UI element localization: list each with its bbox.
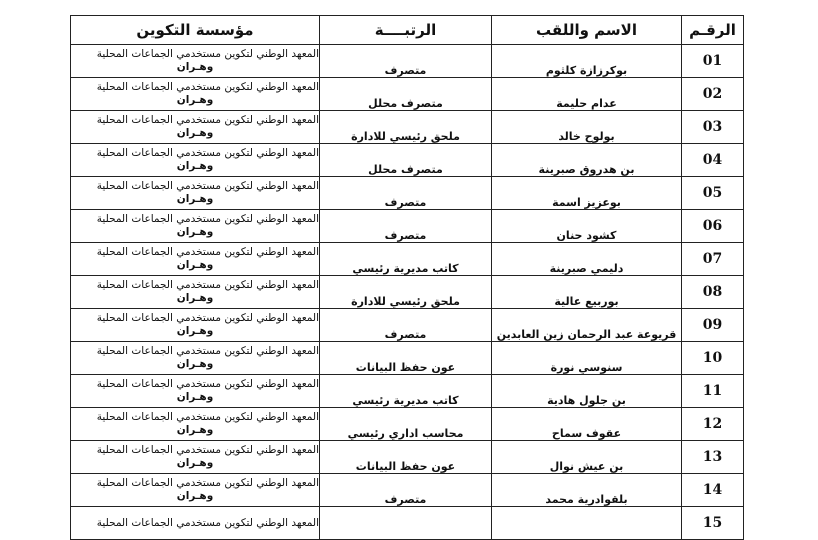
row-rank: متصرف	[320, 474, 492, 507]
table-row	[71, 144, 744, 177]
row-number: 11	[682, 375, 744, 408]
institution-city: وهـران	[176, 226, 214, 238]
row-name: بن عيش نوال	[492, 441, 682, 474]
row-number: 06	[682, 210, 744, 243]
row-rank: متصرف محلل	[320, 78, 492, 111]
table-row	[71, 474, 744, 507]
institution-city: وهـران	[176, 193, 214, 205]
row-institution	[71, 342, 320, 375]
institution-city: وهـران	[176, 94, 214, 106]
institution-name: المعهد الوطني لتكوين مستخدمي الجماعات المحلية	[96, 114, 319, 126]
institution-name: المعهد الوطني لتكوين مستخدمي الجماعات المحلية	[96, 147, 319, 159]
row-number: 15	[682, 507, 744, 540]
row-name: بن جلول هادية	[492, 375, 682, 408]
row-name: بوعزيز اسمة	[492, 177, 682, 210]
table-row	[71, 507, 744, 540]
row-number: 13	[682, 441, 744, 474]
table-row	[71, 309, 744, 342]
table-row	[71, 177, 744, 210]
table-row	[71, 45, 744, 78]
row-institution	[71, 45, 320, 78]
row-institution	[71, 375, 320, 408]
header-name: الاسم واللقب	[492, 16, 682, 45]
row-institution	[71, 78, 320, 111]
institution-city: وهـران	[176, 457, 214, 469]
table-row	[71, 243, 744, 276]
row-institution	[71, 507, 320, 540]
institution-city: وهـران	[176, 127, 214, 139]
row-rank: ملحق رئيسي للادارة	[320, 276, 492, 309]
row-rank: متصرف	[320, 177, 492, 210]
row-number: 02	[682, 78, 744, 111]
institution-city: وهـران	[176, 325, 214, 337]
table-row	[71, 342, 744, 375]
institution-name: المعهد الوطني لتكوين مستخدمي الجماعات المحلية	[96, 444, 319, 456]
institution-name: المعهد الوطني لتكوين مستخدمي الجماعات المحلية	[96, 246, 319, 258]
row-rank: متصرف محلل	[320, 144, 492, 177]
table-row	[71, 408, 744, 441]
institution-name: المعهد الوطني لتكوين مستخدمي الجماعات المحلية	[96, 378, 319, 390]
institution-name: المعهد الوطني لتكوين مستخدمي الجماعات المحلية	[96, 279, 319, 291]
table-row	[71, 210, 744, 243]
institution-name: المعهد الوطني لتكوين مستخدمي الجماعات المحلية	[96, 411, 319, 423]
institution-name: المعهد الوطني لتكوين مستخدمي الجماعات المحلية	[96, 516, 319, 529]
trainees-table	[70, 15, 744, 540]
row-institution	[71, 177, 320, 210]
institution-name: المعهد الوطني لتكوين مستخدمي الجماعات المحلية	[96, 180, 319, 192]
row-rank: متصرف	[320, 45, 492, 78]
row-name: بلقوادرية محمد	[492, 474, 682, 507]
row-rank	[320, 507, 492, 540]
row-rank: كاتب مديرية رئيسي	[320, 375, 492, 408]
row-name: عقوف سماح	[492, 408, 682, 441]
institution-city: وهـران	[176, 292, 214, 304]
row-institution	[71, 441, 320, 474]
header-number: الرقـم	[682, 16, 744, 45]
table-body	[71, 45, 744, 540]
row-institution	[71, 474, 320, 507]
row-rank: محاسب اداري رئيسي	[320, 408, 492, 441]
institution-city: وهـران	[176, 490, 214, 502]
row-number: 09	[682, 309, 744, 342]
row-rank: عون حفظ البيانات	[320, 441, 492, 474]
institution-name: المعهد الوطني لتكوين مستخدمي الجماعات المحلية	[96, 48, 319, 60]
row-rank: متصرف	[320, 309, 492, 342]
row-name: بوكرزازة كلثوم	[492, 45, 682, 78]
row-institution	[71, 276, 320, 309]
institution-name: المعهد الوطني لتكوين مستخدمي الجماعات المحلية	[96, 477, 319, 489]
row-number: 05	[682, 177, 744, 210]
header-institution: مؤسسة التكوين	[71, 16, 320, 45]
institution-city: وهـران	[176, 391, 214, 403]
row-number: 08	[682, 276, 744, 309]
row-institution	[71, 144, 320, 177]
institution-city: وهـران	[176, 358, 214, 370]
institution-name: المعهد الوطني لتكوين مستخدمي الجماعات المحلية	[96, 213, 319, 225]
institution-city: وهـران	[176, 61, 214, 73]
row-number: 03	[682, 111, 744, 144]
institution-city: وهـران	[176, 424, 214, 436]
header-rank: الرتبــــة	[320, 16, 492, 45]
row-rank: ملحق رئيسي للادارة	[320, 111, 492, 144]
institution-city: وهـران	[176, 259, 214, 271]
row-number: 14	[682, 474, 744, 507]
row-rank: كاتب مديرية رئيسي	[320, 243, 492, 276]
table-row	[71, 276, 744, 309]
row-institution	[71, 243, 320, 276]
table-row	[71, 78, 744, 111]
institution-name: المعهد الوطني لتكوين مستخدمي الجماعات المحلية	[96, 312, 319, 324]
row-name: سنوسي نورة	[492, 342, 682, 375]
row-institution	[71, 111, 320, 144]
row-number: 01	[682, 45, 744, 78]
institution-name: المعهد الوطني لتكوين مستخدمي الجماعات المحلية	[96, 345, 319, 357]
row-rank: متصرف	[320, 210, 492, 243]
row-name: قريوعة عبد الرحمان زين العابدين	[492, 309, 682, 342]
row-name: بوربيع عالية	[492, 276, 682, 309]
table-row	[71, 375, 744, 408]
institution-name: المعهد الوطني لتكوين مستخدمي الجماعات المحلية	[96, 81, 319, 93]
table-row	[71, 111, 744, 144]
row-institution	[71, 309, 320, 342]
row-name: عدام حليمة	[492, 78, 682, 111]
row-name: بن هدروق صبرينة	[492, 144, 682, 177]
row-rank: عون حفظ البيانات	[320, 342, 492, 375]
row-name: بولوح خالد	[492, 111, 682, 144]
row-institution	[71, 408, 320, 441]
table-header-row	[71, 16, 744, 45]
institution-city: وهـران	[176, 160, 214, 172]
row-institution	[71, 210, 320, 243]
row-number: 07	[682, 243, 744, 276]
row-number: 04	[682, 144, 744, 177]
row-name	[492, 507, 682, 540]
table-row	[71, 441, 744, 474]
row-name: دليمي صبرينة	[492, 243, 682, 276]
row-name: كشود حنان	[492, 210, 682, 243]
row-number: 12	[682, 408, 744, 441]
row-number: 10	[682, 342, 744, 375]
